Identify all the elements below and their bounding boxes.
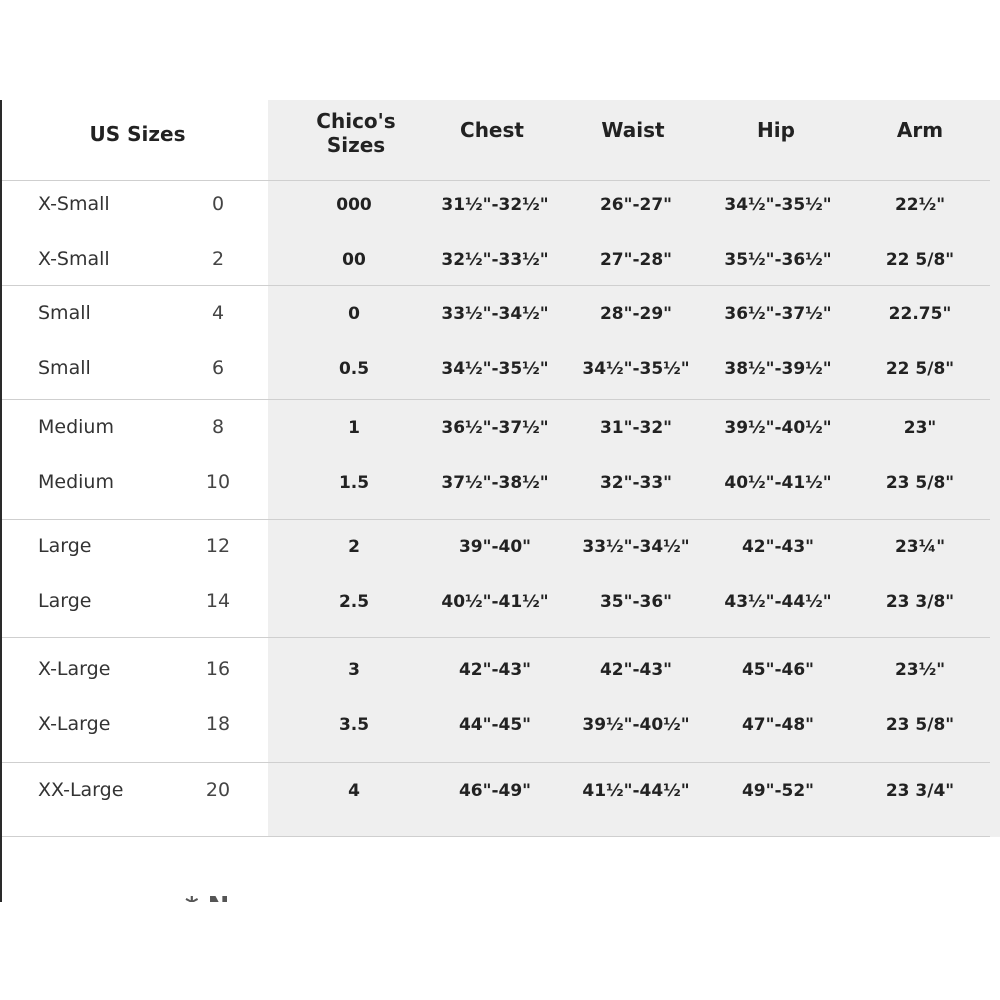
- cell-size: XX-Large: [38, 779, 124, 801]
- cell-arm: 23 3/8": [885, 592, 955, 612]
- cell-us: 14: [205, 590, 231, 612]
- header-chicos-line1: Chico's: [316, 109, 396, 133]
- cell-waist: 41½"-44½": [582, 781, 690, 801]
- cell-size: Small: [38, 302, 91, 324]
- cell-size: Large: [38, 590, 92, 612]
- cell-waist: 28"-29": [599, 304, 673, 324]
- table-bottom-border: [2, 836, 990, 837]
- cell-chicos: 4: [348, 781, 360, 801]
- cell-arm: 23": [903, 418, 937, 438]
- cell-us: 8: [211, 416, 225, 438]
- cell-chicos: 00: [342, 250, 366, 270]
- cell-waist: 32"-33": [599, 473, 673, 493]
- cell-size: X-Small: [38, 193, 110, 215]
- cell-waist: 31"-32": [599, 418, 673, 438]
- cell-waist: 42"-43": [599, 660, 673, 680]
- header-us-sizes: US Sizes: [89, 122, 186, 146]
- cell-size: Small: [38, 357, 91, 379]
- group-separator: [2, 762, 990, 763]
- header-chicos-line2: Sizes: [326, 133, 386, 157]
- cell-size: Medium: [38, 416, 114, 438]
- footnote-partial: [185, 890, 229, 902]
- cell-arm: 23 5/8": [885, 715, 955, 735]
- cell-chicos: 3: [348, 660, 360, 680]
- cell-chest: 37½"-38½": [441, 473, 549, 493]
- cell-chest: 36½"-37½": [441, 418, 549, 438]
- cell-chest: 32½"-33½": [441, 250, 549, 270]
- cell-hip: 45"-46": [741, 660, 815, 680]
- cell-chest: 42"-43": [458, 660, 532, 680]
- cell-hip: 40½"-41½": [724, 473, 832, 493]
- cell-waist: 33½"-34½": [582, 537, 690, 557]
- cell-us: 12: [205, 535, 231, 557]
- cell-chest: 40½"-41½": [441, 592, 549, 612]
- header-separator: [2, 180, 990, 181]
- cell-hip: 39½"-40½": [724, 418, 832, 438]
- cell-chest: 39"-40": [458, 537, 532, 557]
- cell-chest: 34½"-35½": [441, 359, 549, 379]
- group-separator: [2, 285, 990, 286]
- cell-size: X-Large: [38, 658, 111, 680]
- cell-chicos: 0: [348, 304, 360, 324]
- cell-arm: 22 5/8": [885, 359, 955, 379]
- cell-size: Large: [38, 535, 92, 557]
- cell-waist: 34½"-35½": [582, 359, 690, 379]
- cell-arm: 23 3/4": [885, 781, 955, 801]
- cell-chest: 33½"-34½": [441, 304, 549, 324]
- cell-chest: 31½"-32½": [441, 195, 549, 215]
- cell-arm: 22.75": [888, 304, 952, 324]
- cell-chest: 44"-45": [458, 715, 532, 735]
- cell-hip: 36½"-37½": [724, 304, 832, 324]
- cell-arm: 23¼": [894, 537, 946, 557]
- cell-chicos: 2: [348, 537, 360, 557]
- cell-us: 4: [211, 302, 225, 324]
- header-hip: Hip: [757, 118, 795, 142]
- cell-hip: 34½"-35½": [724, 195, 832, 215]
- cell-arm: 22 5/8": [885, 250, 955, 270]
- cell-size: X-Small: [38, 248, 110, 270]
- group-separator: [2, 637, 990, 638]
- cell-size: X-Large: [38, 713, 111, 735]
- header-chest: Chest: [460, 118, 524, 142]
- cell-waist: 26"-27": [599, 195, 673, 215]
- cell-us: 16: [205, 658, 231, 680]
- cell-arm: 22½": [894, 195, 946, 215]
- cell-hip: 49"-52": [741, 781, 815, 801]
- cell-chest: 46"-49": [458, 781, 532, 801]
- cell-chicos: 3.5: [338, 715, 370, 735]
- bottom-blank: [0, 902, 1000, 1000]
- cell-arm: 23 5/8": [885, 473, 955, 493]
- cell-chicos: 1.5: [338, 473, 370, 493]
- cell-chicos: 1: [348, 418, 360, 438]
- cell-hip: 47"-48": [741, 715, 815, 735]
- cell-us: 20: [205, 779, 231, 801]
- cell-hip: 42"-43": [741, 537, 815, 557]
- header-arm: Arm: [896, 118, 944, 142]
- cell-waist: 35"-36": [599, 592, 673, 612]
- cell-us: 18: [205, 713, 231, 735]
- cell-chicos: 000: [336, 195, 372, 215]
- cell-waist: 39½"-40½": [582, 715, 690, 735]
- cell-hip: 38½"-39½": [724, 359, 832, 379]
- cell-size: Medium: [38, 471, 114, 493]
- cell-chicos: 0.5: [338, 359, 370, 379]
- cell-hip: 43½"-44½": [724, 592, 832, 612]
- cell-hip: 35½"-36½": [724, 250, 832, 270]
- group-separator: [2, 399, 990, 400]
- cell-arm: 23½": [894, 660, 946, 680]
- cell-us: 6: [211, 357, 225, 379]
- cell-us: 10: [205, 471, 231, 493]
- cell-chicos: 2.5: [338, 592, 370, 612]
- header-waist: Waist: [601, 118, 665, 142]
- group-separator: [2, 519, 990, 520]
- cell-waist: 27"-28": [599, 250, 673, 270]
- header-chicos-sizes: [300, 109, 412, 157]
- cell-us: 2: [211, 248, 225, 270]
- left-border: [0, 100, 2, 902]
- cell-us: 0: [211, 193, 225, 215]
